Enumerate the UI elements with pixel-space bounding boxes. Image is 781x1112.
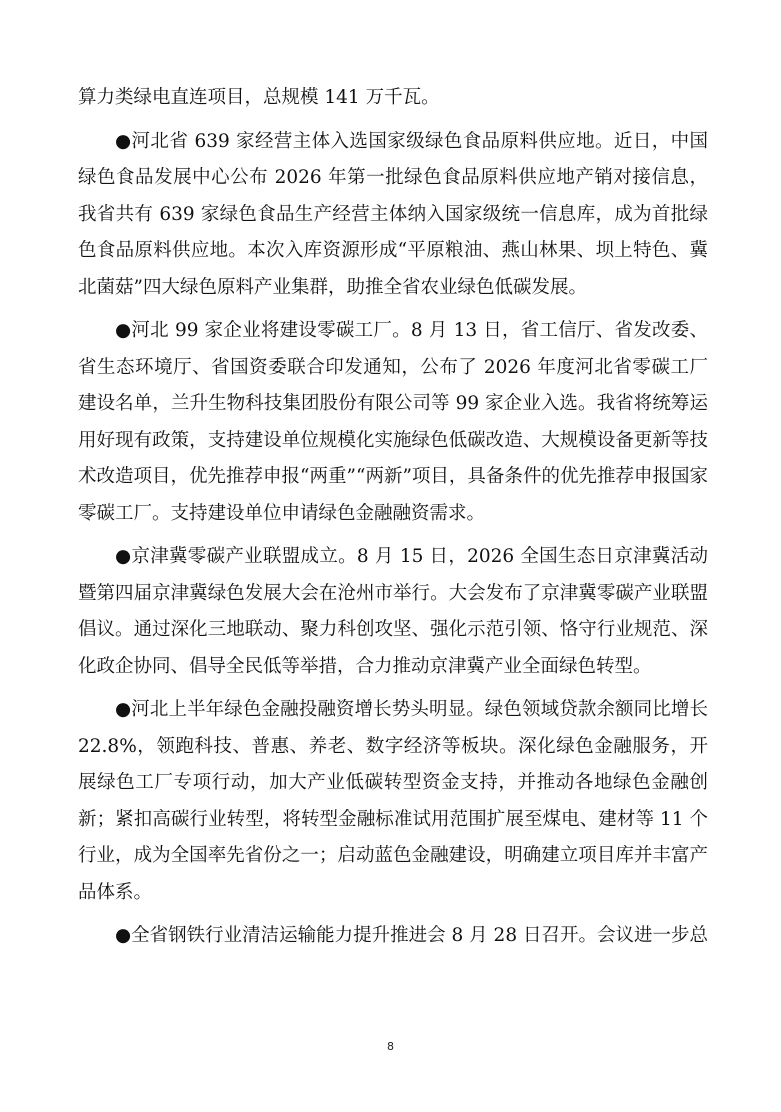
paragraph-steel-transport-meeting: ●全省钢铁行业清洁运输能力提升推进会 8 月 28 日召开。会议进一步总 bbox=[115, 925, 708, 946]
paragraph-green-food-supply: ●河北省 639 家经营主体入选国家级绿色食品原料供应地。近日，中国绿色食品发展中心公布 2026 年第一批绿色食品原料供应地产销对接信息，我省共有 639 家绿色食品生产经营主体纳入国家级统一信息库，成为首批绿色食品原料供应地。本次入库资源形成“平原粮油、燕山林果、坝上特色、冀北菌菇”四大绿色原料产业集群，助推全省农业绿色低碳发展。 bbox=[78, 130, 708, 298]
body-text bbox=[78, 80, 708, 962]
paragraph-continued: 算力类绿电直连项目，总规模 141 万千瓦。 bbox=[78, 87, 440, 108]
paragraph-green-finance: ●河北上半年绿色金融投融资增长势头明显。绿色领域贷款余额同比增长 22.8%，领跑科技、普惠、养老、数字经济等板块。深化绿色金融服务，开展绿色工厂专项行动，加大产业低碳转型资金支持，并推动各地绿色金融创新；紧扣高碳行业转型，将转型金融标准试用范围扩展至煤电、建材等 11 个行业，成为全国率先省份之一；启动蓝色金融建设，明确建立项目库并丰富产品体系。 bbox=[78, 699, 708, 903]
paragraph-zero-carbon-alliance: ●京津冀零碳产业联盟成立。8 月 15 日，2026 全国生态日京津冀活动暨第四届京津冀绿色发展大会在沧州市举行。大会发布了京津冀零碳产业联盟倡议。通过深化三地联动、聚力科创攻坚、强化示范引领、恪守行业规范、深化政企协同、倡导全民低等举措，合力推动京津冀产业全面绿色转型。 bbox=[78, 546, 708, 677]
page-number: 8 bbox=[387, 1040, 394, 1053]
paragraph-zero-carbon-factories: ●河北 99 家企业将建设零碳工厂。8 月 13 日，省工信厅、省发改委、省生态环境厅、省国资委联合印发通知，公布了 2026 年度河北省零碳工厂建设名单，兰升生物科技集团股份有限公司等 99 家企业入选。我省将统筹运用好现有政策，支持建设单位规模化实施绿色低碳改造、大规模设备更新等技术改造项目，优先推荐申报“两重”“两新”项目，具备条件的优先推荐申报国家零碳工厂。支持建设单位申请绿色金融融资需求。 bbox=[78, 320, 708, 524]
